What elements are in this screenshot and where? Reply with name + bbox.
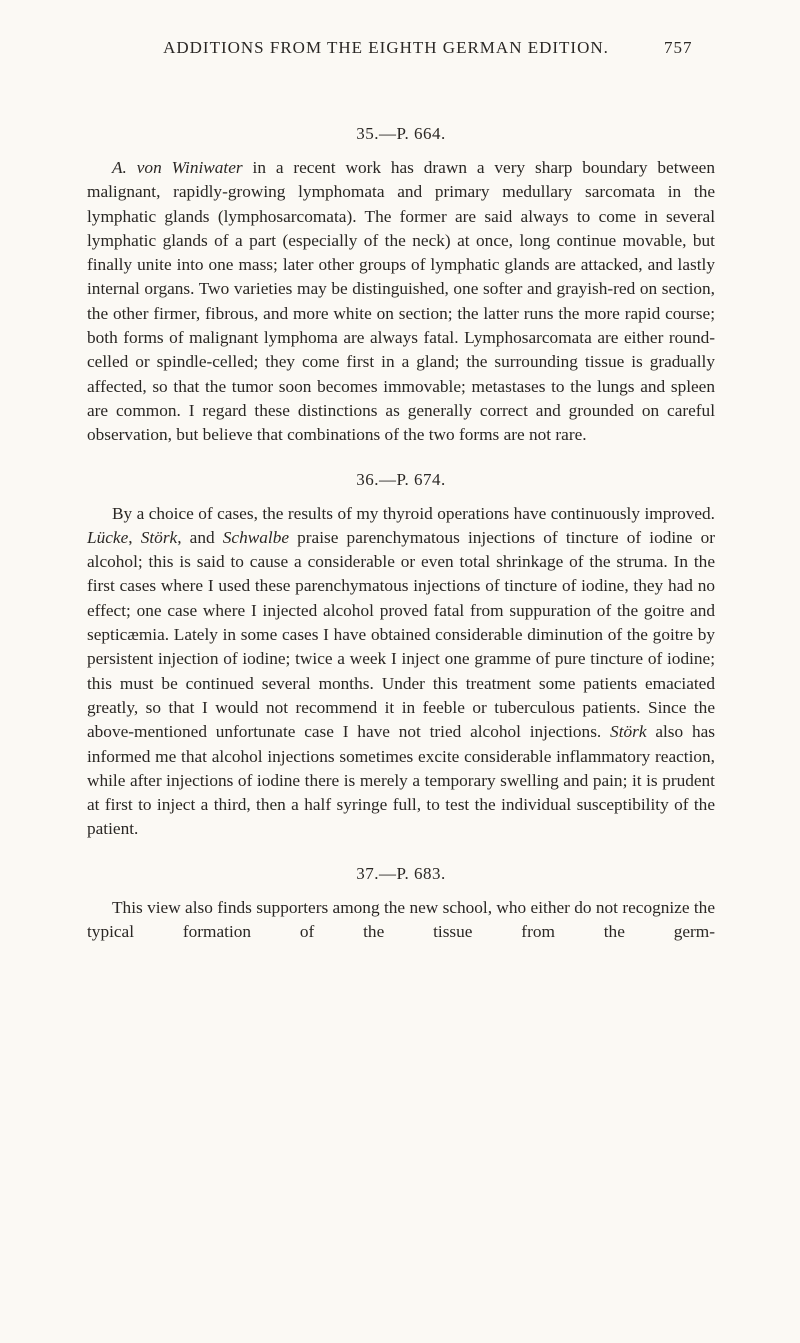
paragraph-37	[87, 896, 715, 945]
page-content	[87, 122, 715, 944]
author-name: Störk	[140, 527, 178, 547]
paragraph-text: By a choice of cases, the results of my thyroid operations have continuously improved.	[112, 503, 715, 523]
paragraph-text: also has informed me that alcohol injections sometimes excite considerable inflammatory reaction, while after injections of iodine there is merely a temporary swelling and pain; it is prudent at first to inject a third, then a half syringe full, to test the individual susceptibility of the patient.	[87, 722, 715, 839]
paragraph-text: in a recent work has drawn a very sharp boundary between malignant, rapidly-growing lymphomata and primary medullary sarcomata in the lymphatic glands (lymphosarcomata). The former are said always to come in several lymphatic glands of a part (especially of the neck) at once, long continue movable, but finally unite into one mass; later other groups of lymphatic glands are attacked, and lastly internal organs. Two varieties may be distinguished, one softer and grayish-red on section, the other firmer, fibrous, and more white on section; the latter runs the more rapid course; both forms of malignant lymphoma are always fatal. Lymphosarcomata are either round-celled or spindle-celled; they come first in a gland; the surrounding tissue is gradually affected, so that the tumor soon becomes immovable; metastases to the lungs and spleen are common. I regard these distinctions as generally correct and grounded on careful observation, but believe that combinations of the two forms are not rare.	[87, 158, 715, 445]
author-name: Schwalbe	[222, 527, 290, 547]
paragraph-35	[87, 156, 715, 448]
separator-text: , and	[177, 527, 223, 547]
author-name: Störk	[610, 722, 647, 742]
running-head: ADDITIONS FROM THE EIGHTH GERMAN EDITION.	[163, 38, 609, 57]
page-number: 757	[664, 38, 693, 57]
section-heading-37: 37.—P. 683.	[356, 863, 446, 883]
section-heading-36: 36.—P. 674.	[356, 469, 446, 489]
author-name: A. von Winiwater	[112, 158, 243, 177]
paragraph-text: praise parenchymatous injections of tincture of iodine or alcohol; this is said to cause a considerable or even total shrinkage of the struma. In the first cases where I used these parenchymatous injections of tincture of iodine, they had no effect; one case where I injected alcohol proved fatal from suppuration of the goitre and septicæmia. Lately in some cases I have obtained considerable diminution of the goitre by persistent injection of iodine; twice a week I inject one gramme of pure tincture of iodine; this must be continued several months. Under this treatment some patients emaciated greatly, so that I would not recommend it in feeble or tuberculous patients. Since the above-mentioned unfortunate case I have not tried alcohol injections.	[87, 527, 715, 742]
separator-text: ,	[128, 527, 141, 547]
section-heading-35: 35.—P. 664.	[356, 124, 446, 143]
paragraph-36	[87, 502, 715, 842]
author-name: Lücke	[87, 527, 129, 547]
paragraph-text: This view also finds supporters among the new school, who either do not recognize the typical formation of the tissue from the germ-	[87, 897, 715, 942]
